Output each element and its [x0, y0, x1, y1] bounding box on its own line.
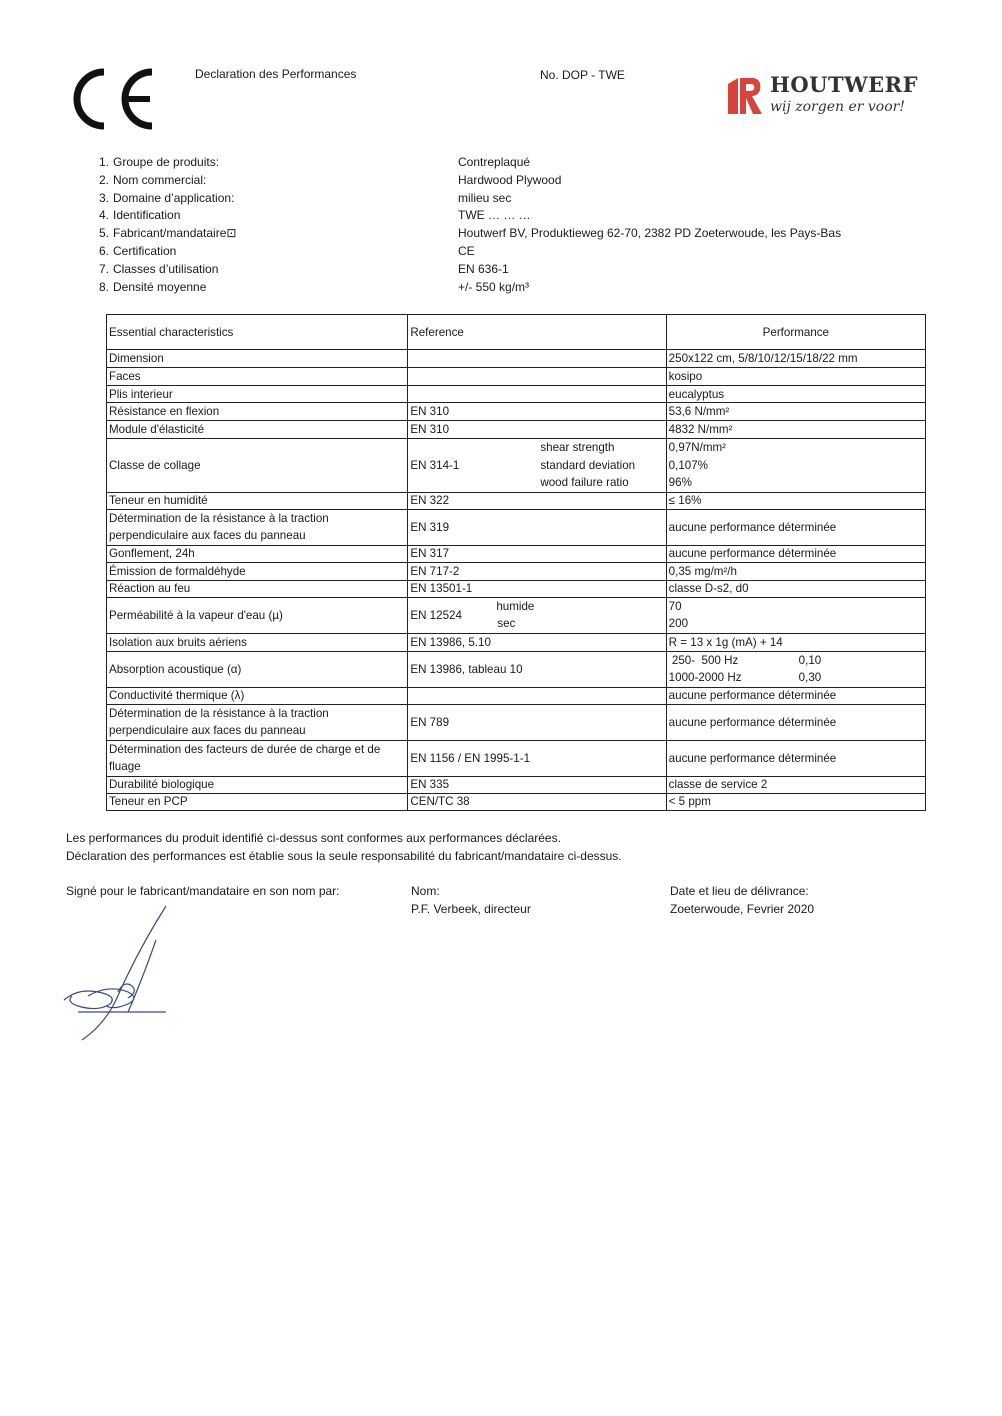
- list-item: 3. Domaine d’application: milieu sec: [98, 190, 512, 205]
- list-item: 7. Classes d’utilisation EN 636-1: [98, 261, 509, 276]
- table-row: Réaction au feu EN 13501-1 classe D-s2, d0: [107, 580, 926, 597]
- table-row: Gonflement, 24h EN 317 aucune performance déterminée: [107, 545, 926, 562]
- list-item: 4. Identification TWE … … …: [98, 208, 531, 223]
- table-row: Isolation aux bruits aériens EN 13986, 5.10 R = 13 x 1g (mA) + 14: [107, 633, 926, 651]
- document-title: Declaration des Performances: [195, 67, 357, 81]
- list-item: 1. Groupe de produits: Contreplaqué: [98, 155, 531, 169]
- table-row: Détermination de la résistance à la traction perpendiculaire aux faces du panneau EN 789 aucune performance déterminée: [107, 704, 926, 740]
- signature-icon: [58, 900, 178, 1050]
- signed-label: Signé pour le fabricant/mandataire en son nom par:: [66, 884, 340, 898]
- table-row: Faces kosipo: [107, 368, 926, 386]
- table-row: Absorption acoustique (α) EN 13986, tableau 10 250- 500 Hz 0,10 1000-2000 Hz 0,30: [107, 651, 926, 687]
- list-item: 2. Nom commercial: Hardwood Plywood: [98, 172, 562, 187]
- name-label: Nom:: [411, 884, 440, 898]
- date-label: Date et lieu de délivrance:: [670, 884, 809, 898]
- table-row: Durabilité biologique EN 335 classe de service 2: [107, 776, 926, 793]
- list-item: 5. Fabricant/mandataire⊡ Houtwerf BV, Produktieweg 62-70, 2382 PD Zoeterwoude, les Pays-Bas: [98, 226, 842, 241]
- logo-brand: HOUTWERF: [770, 72, 919, 97]
- conformity-statement: Les performances du produit identifié ci-dessus sont conformes aux performances déclarées.: [66, 831, 561, 845]
- table-row: Résistance en flexion EN 310 53,6 N/mm²: [107, 403, 926, 421]
- list-item: 6. Certification CE: [98, 243, 475, 258]
- table-row: Plis interieur eucalyptus: [107, 386, 926, 403]
- table-row: Classe de collage EN 314-1 shear strength standard deviation wood failure ratio 0,97N/mm² 0,107% 96%: [107, 439, 926, 493]
- logo-tagline: wij zorgen er voor!: [770, 99, 905, 115]
- table-row: Conductivité thermique (λ) aucune performance déterminée: [107, 687, 926, 704]
- column-header: Essential characteristics: [107, 315, 408, 350]
- document-number: No. DOP - TWE: [540, 68, 625, 82]
- column-header: Reference: [408, 315, 666, 350]
- houtwerf-logo-mark-icon: [724, 74, 766, 116]
- table-row: Dimension 250x122 cm, 5/8/10/12/15/18/22 mm: [107, 350, 926, 368]
- column-header: Performance: [666, 315, 925, 350]
- table-row: Module d'élasticité EN 310 4832 N/mm²: [107, 421, 926, 439]
- responsibility-statement: Déclaration des performances est établie sous la seule responsabilité du fabricant/mandataire ci-dessus.: [66, 849, 622, 863]
- table-row: Teneur en PCP CEN/TC 38 < 5 ppm: [107, 793, 926, 810]
- product-info-list: [92, 154, 892, 296]
- table-header-row: [107, 315, 926, 350]
- name-value: P.F. Verbeek, directeur: [411, 902, 531, 916]
- houtwerf-logo: [722, 72, 922, 120]
- ce-mark-icon: [70, 66, 160, 132]
- table-row: Perméabilité à la vapeur d'eau (µ) EN 12524 humide sec 70 200: [107, 597, 926, 633]
- performance-table: [106, 314, 926, 811]
- table-row: Teneur en humidité EN 322 ≤ 16%: [107, 492, 926, 509]
- date-value: Zoeterwoude, Fevrier 2020: [670, 902, 815, 916]
- table-row: Détermination des facteurs de durée de charge et de fluage EN 1156 / EN 1995-1-1 aucune performance déterminée: [107, 740, 926, 776]
- list-item: 8. Densité moyenne +/- 550 kg/m³: [98, 279, 530, 294]
- table-row: Détermination de la résistance à la traction perpendiculaire aux faces du panneau EN 319 aucune performance déterminée: [107, 509, 926, 545]
- table-row: Émission de formaldéhyde EN 717-2 0,35 mg/m²/h: [107, 562, 926, 580]
